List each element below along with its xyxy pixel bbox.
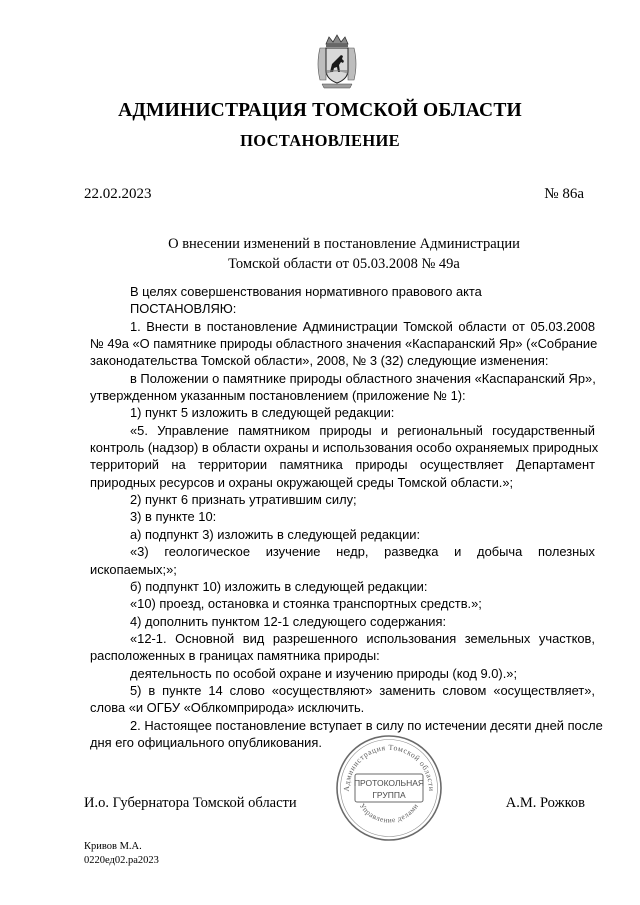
body-line: 5) в пункте 14 слово «осуществляют» заменить словом «осуществляет»,: [130, 682, 595, 698]
stamp-center-line: ГРУППА: [372, 790, 406, 800]
body-line: № 49а «О памятнике природы областного значения «Каспаранский Яр» («Собрание: [90, 336, 598, 352]
svg-text:Управление делами: [358, 802, 420, 825]
signatory-name: А.М. Рожков: [505, 795, 585, 811]
body-line: 2) пункт 6 признать утратившим силу;: [130, 492, 357, 508]
body-line: В целях совершенствования нормативного правового акта: [130, 284, 482, 299]
official-stamp: [335, 734, 443, 842]
body-line: контроль (надзор) в области охраны и использования особо охраняемых природных: [90, 440, 599, 456]
body-line: ископаемых;»;: [90, 561, 177, 577]
subject-line: Томской области от 05.03.2008 № 49а: [228, 256, 460, 272]
organization-title: АДМИНИСТРАЦИЯ ТОМСКОЙ ОБЛАСТИ: [118, 100, 522, 121]
body-line: 2. Настоящее постановление вступает в силу по истечении десяти дней после: [130, 717, 603, 733]
executor-name: Кривов М.А.: [84, 841, 142, 852]
body-line: утвержденном указанным постановлением (приложение № 1):: [90, 388, 466, 404]
stamp-bottom-text: Управление делами: [357, 801, 421, 825]
file-code: 0220ед02.ра2023: [84, 855, 159, 866]
body-line: территорий на территории памятника природы осуществляет Департамент: [90, 457, 595, 473]
body-line: «12-1. Основной вид разрешенного использования земельных участков,: [130, 630, 595, 646]
body-line: «3) геологическое изучение недр, разведка и добыча полезных: [130, 544, 595, 560]
subject-line: О внесении изменений в постановление Администрации: [168, 236, 520, 252]
document-date: 22.02.2023: [84, 186, 152, 202]
document-type: ПОСТАНОВЛЕНИЕ: [240, 131, 400, 150]
coat-of-arms-emblem: [314, 34, 360, 90]
body-line: 1. Внести в постановление Администрации Томской области от 05.03.2008: [130, 318, 595, 334]
body-line: «5. Управление памятником природы и региональный государственный: [130, 422, 595, 438]
document-body: [90, 283, 603, 751]
body-line: слова «и ОГБУ «Облкомприрода» исключить.: [90, 700, 365, 716]
body-line: ПОСТАНОВЛЯЮ:: [130, 301, 237, 317]
document-number: № 86а: [544, 186, 584, 202]
body-line: деятельность по особой охране и изучению природы (код 9.0).»;: [130, 665, 518, 681]
body-line: 4) дополнить пунктом 12-1 следующего содержания:: [130, 613, 447, 629]
body-line: дня его официального опубликования.: [90, 734, 322, 750]
body-line: 3) в пункте 10:: [130, 509, 217, 525]
stamp-ring-text: Администрация Томской области: [341, 742, 437, 792]
body-line: природных ресурсов и охраны окружающей среды Томской области.»;: [90, 474, 514, 490]
body-line: в Положении о памятнике природы областного значения «Каспаранский Яр»,: [130, 370, 596, 386]
body-line: законодательства Томской области», 2008, № 3 (32) следующие изменения:: [90, 353, 549, 369]
body-line: «10) проезд, остановка и стоянка транспортных средств.»;: [130, 596, 482, 612]
body-line: б) подпункт 10) изложить в следующей редакции:: [130, 578, 428, 594]
signatory-position: И.о. Губернатора Томской области: [84, 795, 297, 811]
body-line: а) подпункт 3) изложить в следующей редакции:: [130, 526, 421, 542]
stamp-center-line: ПРОТОКОЛЬНАЯ: [353, 778, 425, 788]
body-line: 1) пункт 5 изложить в следующей редакции:: [130, 405, 395, 421]
body-line: расположенных в границах памятника природы:: [90, 648, 380, 664]
